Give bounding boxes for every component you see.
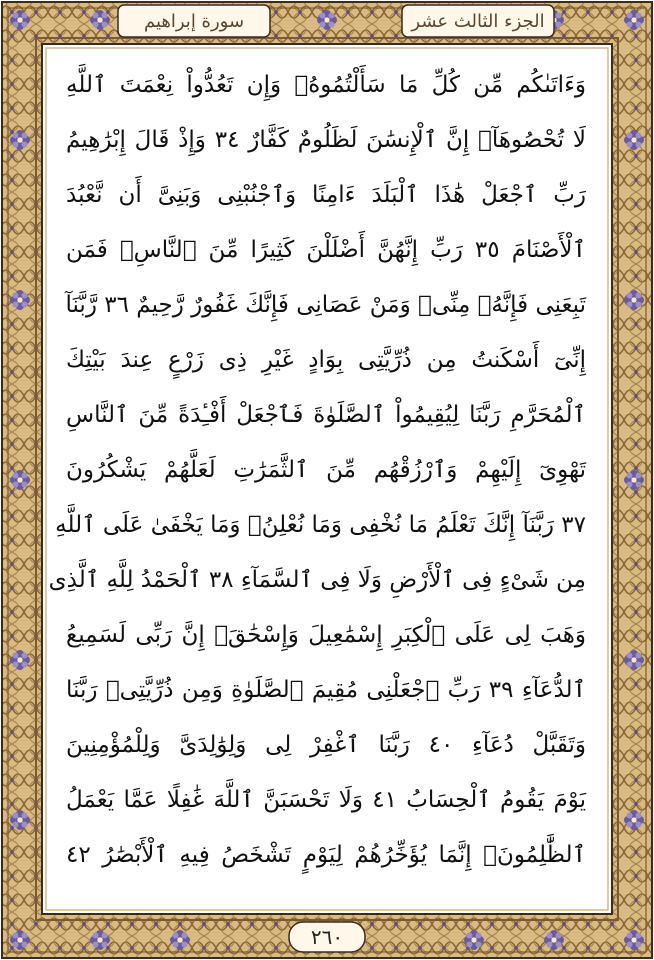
text-line: رَبِّ ٱجْعَلْ هَٰذَا ٱلْبَلَدَ ءَامِنًا وَٱجْنُبْنِى وَبَنِىَّ أَن نَّعْبُدَ [66, 182, 586, 208]
text-line: تَبِعَنِى فَإِنَّهُۥ مِنِّىۖ وَمَنْ عَصَانِى فَإِنَّكَ غَفُورٌ رَّحِيمٌ ٣٦ رَّبَّنَآ [65, 292, 586, 318]
text-line: يَوْمَ يَقُومُ ٱلْحِسَابُ ٤١ وَلَا تَحْسَبَنَّ ٱللَّهَ غَٰفِلًا عَمَّا يَعْمَلُ [66, 787, 586, 813]
text-line: ٱلدُّعَآءِ ٣٩ رَبِّ ٱجْعَلْنِى مُقِيمَ ٱلصَّلَوٰةِ وَمِن ذُرِّيَّتِىۚ رَبَّنَا [66, 677, 586, 703]
text-line: إِنِّىٓ أَسْكَنتُ مِن ذُرِّيَّتِى بِوَادٍ غَيْرِ ذِى زَرْعٍ عِندَ بَيْتِكَ [66, 347, 586, 373]
text-line: وَءَاتَىٰكُم مِّن كُلِّ مَا سَأَلْتُمُوهُۚ وَإِن تَعُدُّواْ نِعْمَتَ ٱللَّهِ [66, 72, 586, 98]
juz-header: الجزء الثالث عشر [411, 10, 545, 32]
text-line: وَتَقَبَّلْ دُعَآءِ ٤٠ رَبَّنَا ٱغْفِرْ لِى وَلِوَٰلِدَىَّ وَلِلْمُؤْمِنِينَ [66, 732, 586, 758]
text-line: تَهْوِىٓ إِلَيْهِمْ وَٱرْزُقْهُم مِّنَ ٱلثَّمَرَٰتِ لَعَلَّهُمْ يَشْكُرُونَ [66, 457, 586, 483]
text-line: ٱلظَّٰلِمُونَۚ إِنَّمَا يُؤَخِّرُهُمْ لِيَوْمٍ تَشْخَصُ فِيهِ ٱلْأَبْصَٰرُ ٤٢ [66, 842, 586, 868]
text-line: ٱلْأَصْنَامَ ٣٥ رَبِّ إِنَّهُنَّ أَضْلَلْنَ كَثِيرًا مِّنَ ٱلنَّاسِۖ فَمَن [66, 237, 587, 263]
quran-text-body [48, 60, 587, 890]
text-line: لَا تُحْصُوهَآۗ إِنَّ ٱلْإِنسَٰنَ لَظَلُومٌ كَفَّارٌ ٣٤ وَإِذْ قَالَ إِبْرَٰهِيمُ [66, 127, 586, 153]
text-line: ٣٧ رَبَّنَآ إِنَّكَ تَعْلَمُ مَا نُخْفِى وَمَا نُعْلِنُۗ وَمَا يَخْفَىٰ عَلَى ٱللَّهِ [55, 512, 586, 538]
text-line: ٱلْمُحَرَّمِ رَبَّنَا لِيُقِيمُواْ ٱلصَّلَوٰةَ فَٱجْعَلْ أَفْـِٔدَةً مِّنَ ٱلنَّاسِ [66, 402, 586, 428]
page-number: ٢٦٠ [310, 925, 344, 949]
text-line: مِن شَىْءٍ فِى ٱلْأَرْضِ وَلَا فِى ٱلسَّمَآءِ ٣٨ ٱلْحَمْدُ لِلَّهِ ٱلَّذِى [48, 567, 586, 593]
text-line: وَهَبَ لِى عَلَى ٱلْكِبَرِ إِسْمَٰعِيلَ وَإِسْحَٰقَۚ إِنَّ رَبِّى لَسَمِيعُ [66, 622, 586, 648]
surah-name-header: سورة إبراهيم [143, 10, 245, 32]
